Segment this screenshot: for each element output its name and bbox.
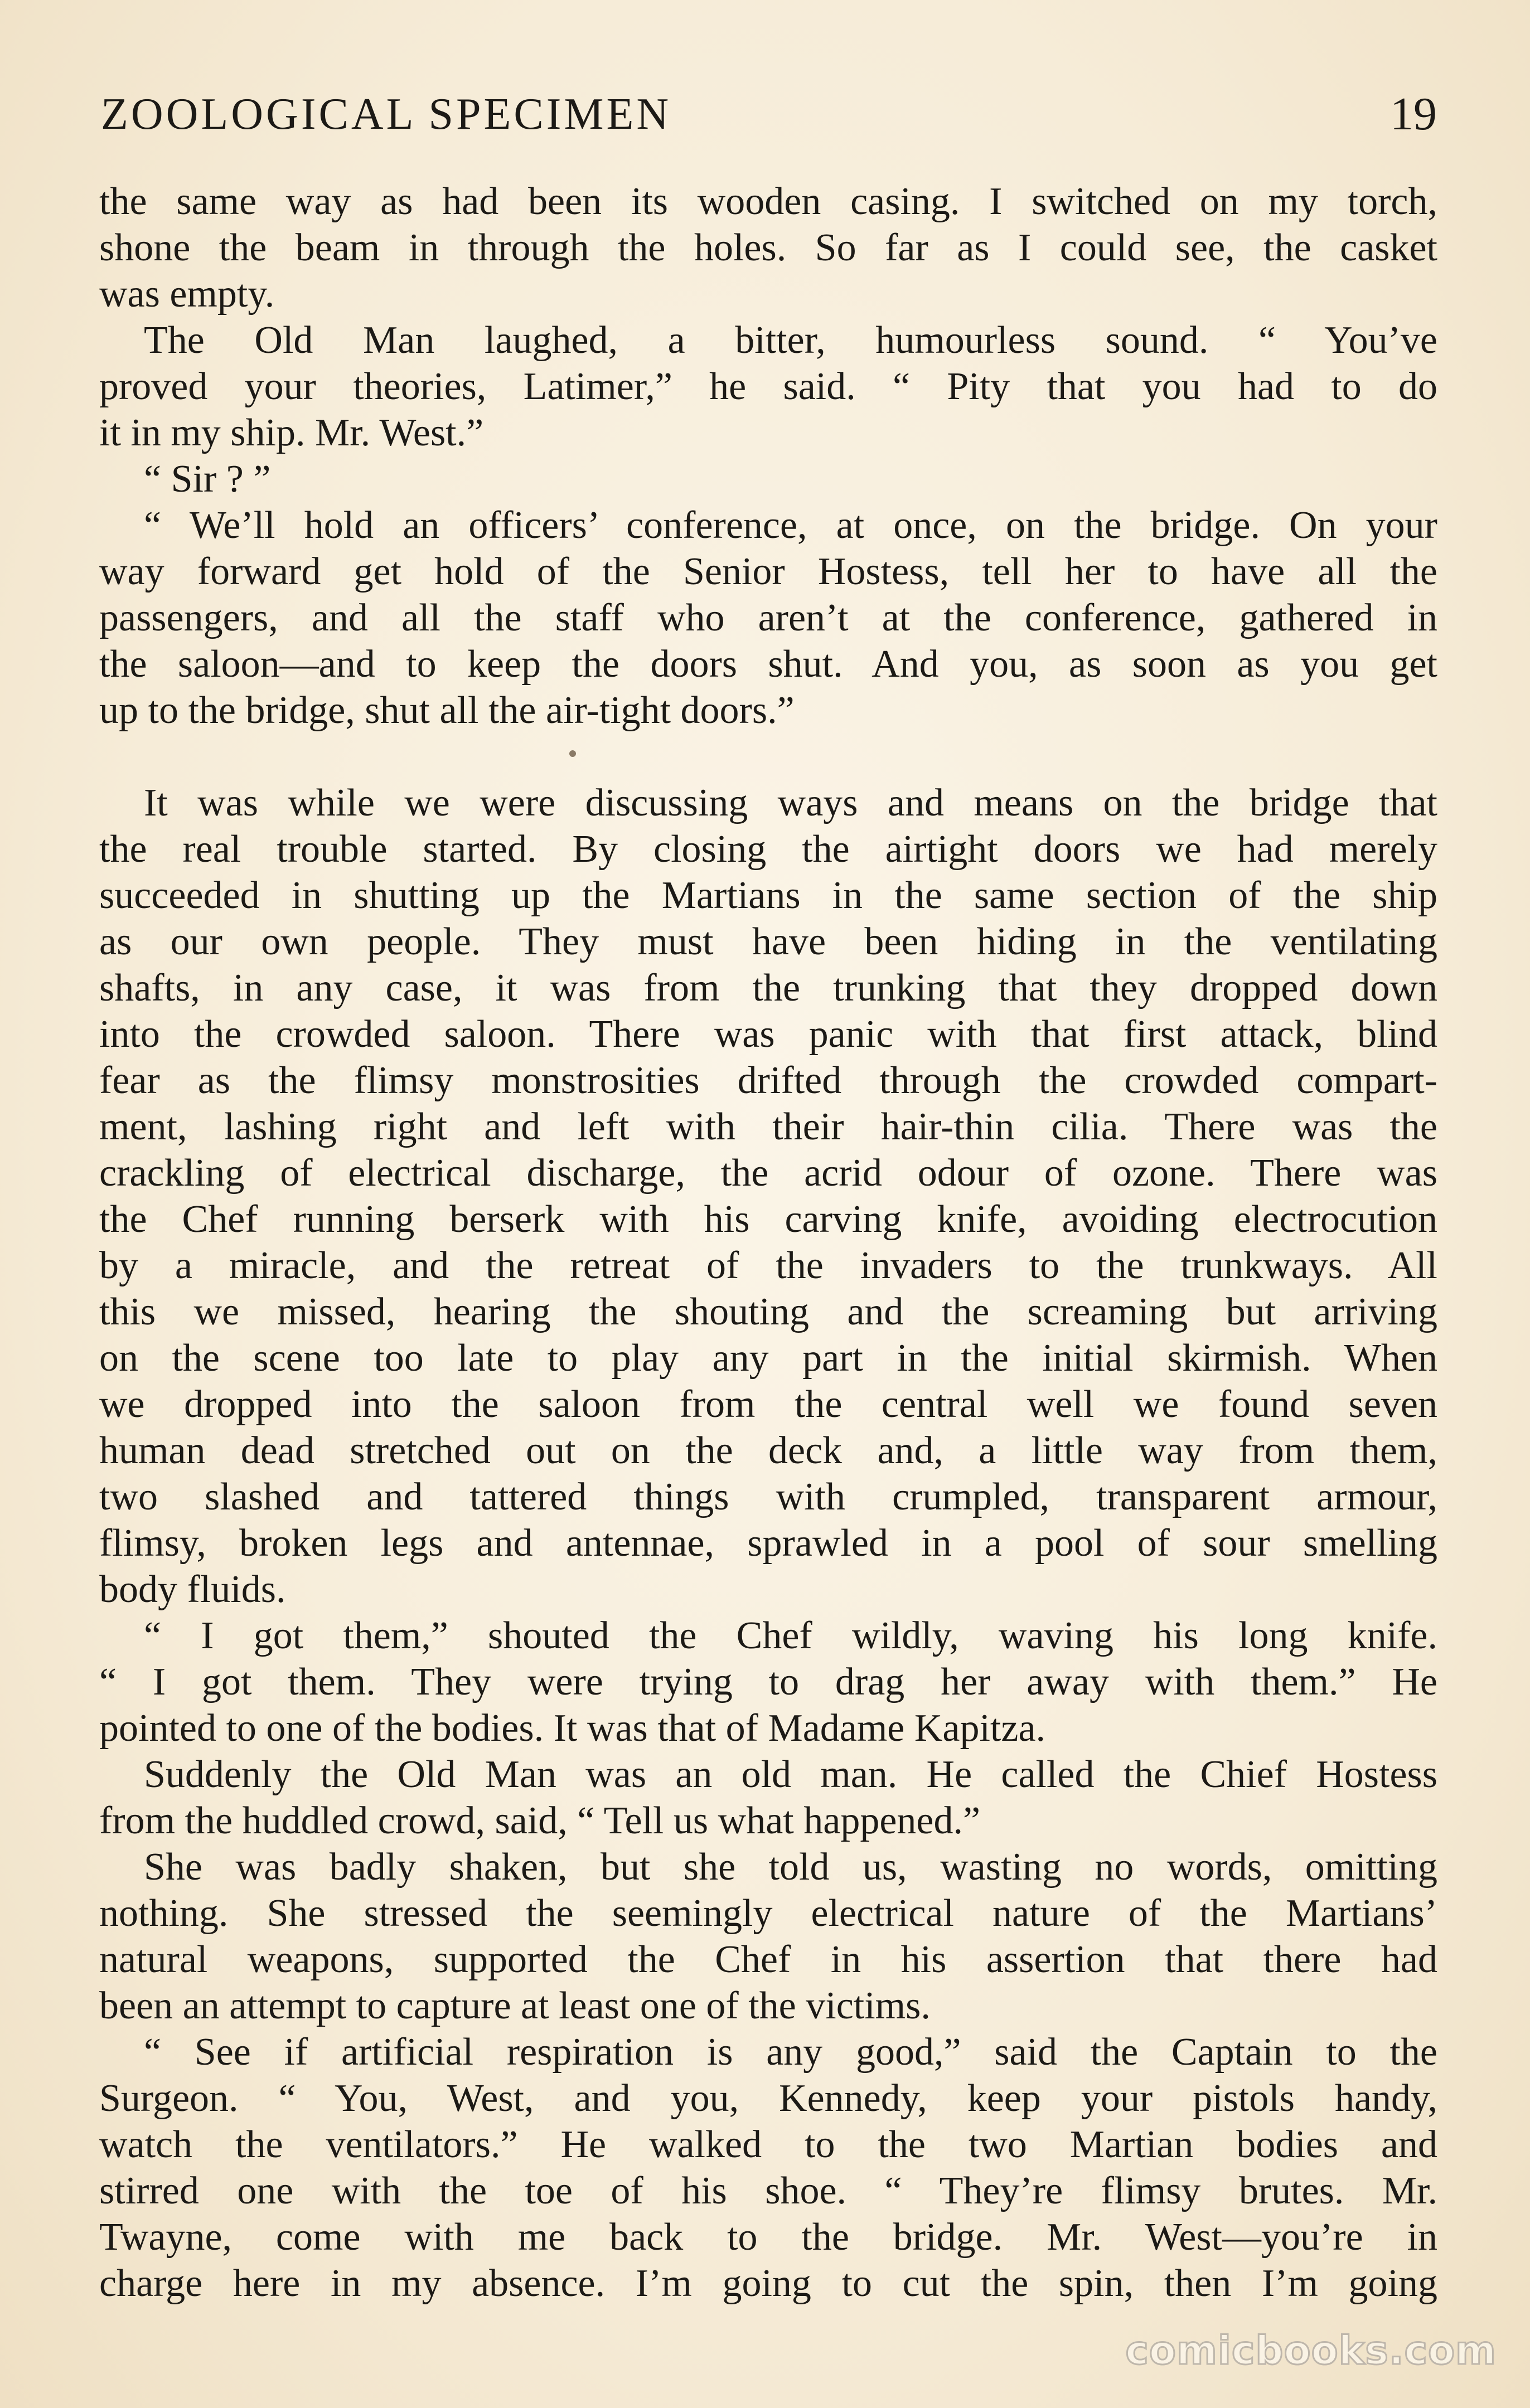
text-line: this we missed, hearing the shouting and the screaming but arriving bbox=[99, 1290, 1437, 1333]
text-line: as our own people. They must have been hiding in the ventilating bbox=[99, 920, 1437, 963]
section-break-dot bbox=[569, 750, 576, 757]
text-line: pointed to one of the bodies. It was that of Madame Kapitza. bbox=[99, 1707, 1046, 1750]
text-line: been an attempt to capture at least one of the victims. bbox=[99, 1984, 931, 2027]
text-line: nothing. She stressed the seemingly electrical nature of the Martians’ bbox=[99, 1892, 1437, 1935]
text-line: The Old Man laughed, a bitter, humourless sound. “ You’ve bbox=[144, 319, 1437, 362]
text-line: into the crowded saloon. There was panic with that first attack, blind bbox=[99, 1013, 1437, 1056]
text-line: shone the beam in through the holes. So far as I could see, the casket bbox=[99, 226, 1437, 269]
text-line: the real trouble started. By closing the airtight doors we had merely bbox=[99, 828, 1437, 871]
text-line: charge here in my absence. I’m going to cut the spin, then I’m going bbox=[99, 2262, 1437, 2305]
text-line: passengers, and all the staff who aren’t at the conference, gathered in bbox=[99, 596, 1437, 639]
body-text bbox=[99, 178, 1437, 2307]
text-line: two slashed and tattered things with crumpled, transparent armour, bbox=[99, 1475, 1437, 1518]
text-line: it in my ship. Mr. West.” bbox=[99, 411, 484, 454]
text-line: the Chef running berserk with his carving knife, avoiding electrocution bbox=[99, 1198, 1437, 1241]
text-line: “ We’ll hold an officers’ conference, at once, on the bridge. On your bbox=[144, 504, 1437, 547]
text-line: “ I got them,” shouted the Chef wildly, waving his long knife. bbox=[144, 1614, 1437, 1657]
text-line: up to the bridge, shut all the air-tight doors.” bbox=[99, 689, 795, 732]
text-line: shafts, in any case, it was from the trunking that they dropped down bbox=[99, 967, 1437, 1009]
text-line: the saloon—and to keep the doors shut. And you, as soon as you get bbox=[99, 643, 1437, 686]
text-line: “ See if artificial respiration is any good,” said the Captain to the bbox=[144, 2031, 1437, 2074]
page-number: 19 bbox=[1390, 88, 1437, 140]
site-watermark: comicbooks.com bbox=[1125, 2328, 1497, 2373]
text-line: It was while we were discussing ways and means on the bridge that bbox=[144, 781, 1437, 824]
text-line: human dead stretched out on the deck and, a little way from them, bbox=[99, 1429, 1437, 1472]
text-line: Twayne, come with me back to the bridge. Mr. West—you’re in bbox=[99, 2216, 1437, 2259]
text-line: Suddenly the Old Man was an old man. He called the Chief Hostess bbox=[144, 1753, 1437, 1796]
text-line: proved your theories, Latimer,” he said. “ Pity that you had to do bbox=[99, 365, 1437, 408]
text-line: “ I got them. They were trying to drag her away with them.” He bbox=[99, 1661, 1437, 1703]
text-line: the same way as had been its wooden casing. I switched on my torch, bbox=[99, 180, 1437, 223]
text-line: fear as the flimsy monstrosities drifted through the crowded compart- bbox=[99, 1059, 1437, 1102]
text-line: on the scene too late to play any part in the initial skirmish. When bbox=[99, 1337, 1437, 1380]
text-line: “ Sir ? ” bbox=[144, 458, 271, 501]
text-line: way forward get hold of the Senior Hostess, tell her to have all the bbox=[99, 550, 1437, 593]
text-line: we dropped into the saloon from the central well we found seven bbox=[99, 1383, 1437, 1426]
text-line: succeeded in shutting up the Martians in the same section of the ship bbox=[99, 874, 1437, 917]
text-line: was empty. bbox=[99, 273, 275, 315]
text-line: She was badly shaken, but she told us, wasting no words, omitting bbox=[144, 1846, 1437, 1888]
text-line: by a miracle, and the retreat of the invaders to the trunkways. All bbox=[99, 1244, 1437, 1287]
section-break bbox=[99, 734, 1437, 780]
text-line: Surgeon. “ You, West, and you, Kennedy, keep your pistols handy, bbox=[99, 2077, 1437, 2120]
running-head bbox=[101, 84, 1437, 145]
text-line: natural weapons, supported the Chef in his assertion that there had bbox=[99, 1938, 1437, 1981]
text-line: body fluids. bbox=[99, 1568, 286, 1611]
text-line: flimsy, broken legs and antennae, sprawled in a pool of sour smelling bbox=[99, 1522, 1437, 1565]
text-line: watch the ventilators.” He walked to the two Martian bodies and bbox=[99, 2123, 1437, 2166]
text-line: stirred one with the toe of his shoe. “ They’re flimsy brutes. Mr. bbox=[99, 2169, 1437, 2212]
running-title: ZOOLOGICAL SPECIMEN bbox=[101, 90, 672, 139]
text-line: crackling of electrical discharge, the acrid odour of ozone. There was bbox=[99, 1152, 1437, 1195]
text-line: ment, lashing right and left with their hair-thin cilia. There was the bbox=[99, 1105, 1437, 1148]
text-line: from the huddled crowd, said, “ Tell us what happened.” bbox=[99, 1799, 981, 1842]
